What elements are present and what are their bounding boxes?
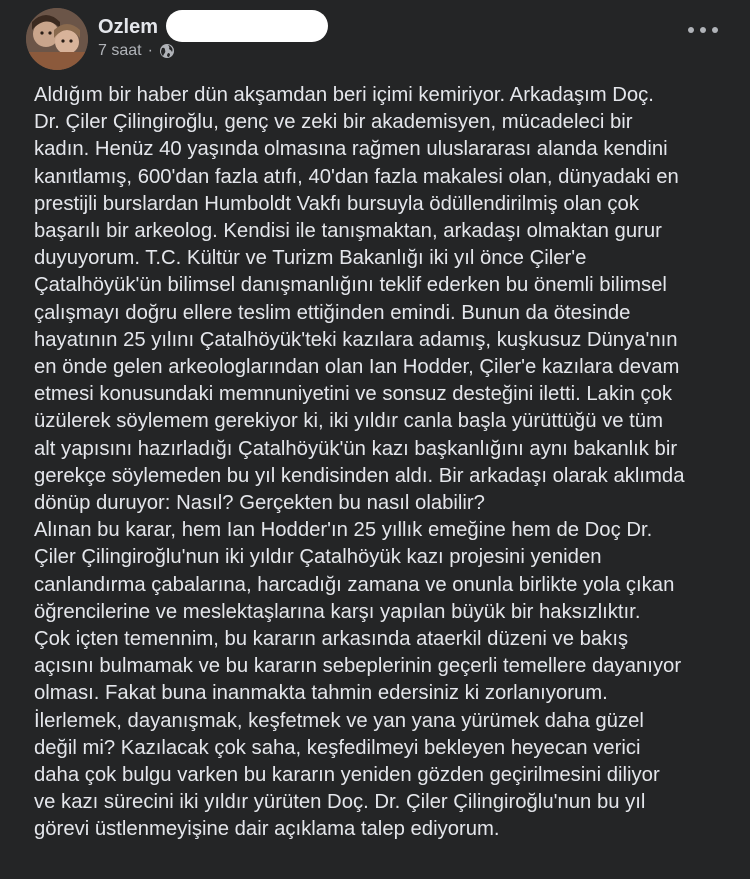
post-body-line: ve kazı sürecini iki yıldır yürüten Doç. Dr. Çiler Çilingiroğlu'nun bu yıl	[34, 791, 646, 814]
post-body-line: en önde gelen arkeologlarından olan Ian Hodder, Çiler'e kazılara devam	[34, 356, 680, 379]
avatar-image	[26, 8, 88, 70]
avatar[interactable]	[26, 8, 88, 70]
post-body-line: dönüp duruyor: Nasıl? Gerçekten bu nasıl olabilir?	[34, 492, 485, 515]
more-dot	[700, 27, 706, 33]
post-body-line: Alınan bu karar, hem Ian Hodder'ın 25 yıllık emeğine hem de Doç Dr.	[34, 519, 653, 542]
post-header	[26, 8, 730, 68]
post-body-line: duyuyorum. T.C. Kültür ve Turizm Bakanlığı iki yıl önce Çiler'e	[34, 247, 587, 270]
post-body-line: Dr. Çiler Çilingiroğlu, genç ve zeki bir akademisyen, mücadeleci bir	[34, 111, 633, 134]
post-body	[34, 82, 734, 844]
post-body-line: açısını bulmamak ve bu kararın sebeplerinin geçerli temellere dayanıyor	[34, 655, 682, 678]
post-body-line: prestijli burslardan Humboldt Vakfı bursuyla ödüllendirilmiş olan çok	[34, 192, 639, 215]
post-body-line: görevi üstlenmeyişine dair açıklama talep ediyorum.	[34, 818, 500, 841]
post-body-line: Çiler Çilingiroğlu'nun iki yıldır Çatalhöyük kazı projesini yeniden	[34, 546, 602, 569]
post-body-line: İlerlemek, dayanışmak, keşfetmek ve yan yana yürümek daha güzel	[34, 709, 644, 732]
more-options-icon[interactable]	[688, 24, 718, 36]
post-body-line: daha çok bulgu varken bu kararın yeniden gözden geçirilmesini diliyor	[34, 764, 660, 787]
post-body-line: olması. Fakat buna inanmakta tahmin edersiniz ki zorlanıyorum.	[34, 682, 608, 705]
post-body-line: başarılı bir arkeolog. Kendisi ile tanışmaktan, arkadaşı olmaktan gurur	[34, 220, 662, 243]
author-row	[98, 12, 328, 42]
post-body-line: kadın. Henüz 40 yaşında olmasına rağmen uluslararası alanda kendini	[34, 138, 668, 161]
post-body-line: etmesi konusundaki memnuniyetini ve sonsuz desteğini iletti. Lakin çok	[34, 383, 673, 406]
post-body-line: Çok içten temennim, bu kararın arkasında ataerkil düzeni ve bakış	[34, 628, 629, 651]
post-body-line: kanıtlamış, 600'dan fazla atıfı, 40'dan fazla makalesi olan, dünyadaki en	[34, 165, 679, 188]
post-body-line: Çatalhöyük'ün bilimsel danışmanlığını teklif ederken bu önemli bilimsel	[34, 274, 667, 297]
post-body-line: üzülerek söylemem gerekiyor ki, iki yıldır canla başla yürüttüğü ve tüm	[34, 410, 663, 433]
meta-separator: ·	[147, 42, 153, 59]
post-body-line: gerekçe söylemeden bu yıl kendisinden aldı. Bir arkadaşı olarak aklımda	[34, 464, 685, 487]
post-body-line: öğrencilerine ve meslektaşlarına karşı yapılan büyük bir haksızlıktır.	[34, 600, 641, 623]
post-body-line: alt yapısını hazırladığı Çatalhöyük'ün kazı başkanlığını aynı bakanlık bir	[34, 437, 678, 460]
more-dot	[688, 27, 694, 33]
more-dot	[712, 27, 718, 33]
post-body-line: çalışmayı doğru ellere teslim ettiğinden emindi. Bunun da ötesinde	[34, 301, 631, 324]
globe-icon[interactable]	[159, 43, 175, 59]
post-body-line: hayatının 25 yılını Çatalhöyük'teki kazılara adamış, kuşkusuz Dünya'nın	[34, 328, 678, 351]
post-body-line: Aldığım bir haber dün akşamdan beri içimi kemiriyor. Arkadaşım Doç.	[34, 84, 654, 106]
author-name[interactable]: Ozlem	[98, 15, 159, 38]
post-timestamp[interactable]: 7 saat	[98, 42, 142, 59]
post-meta	[98, 42, 175, 60]
name-redaction-box	[166, 10, 328, 42]
post-body-line: değil mi? Kazılacak çok saha, keşfedilmeyi bekleyen heyecan verici	[34, 736, 641, 759]
post-body-line: canlandırma çabalarına, harcadığı zamana ve onunla birlikte yola çıkan	[34, 573, 675, 596]
